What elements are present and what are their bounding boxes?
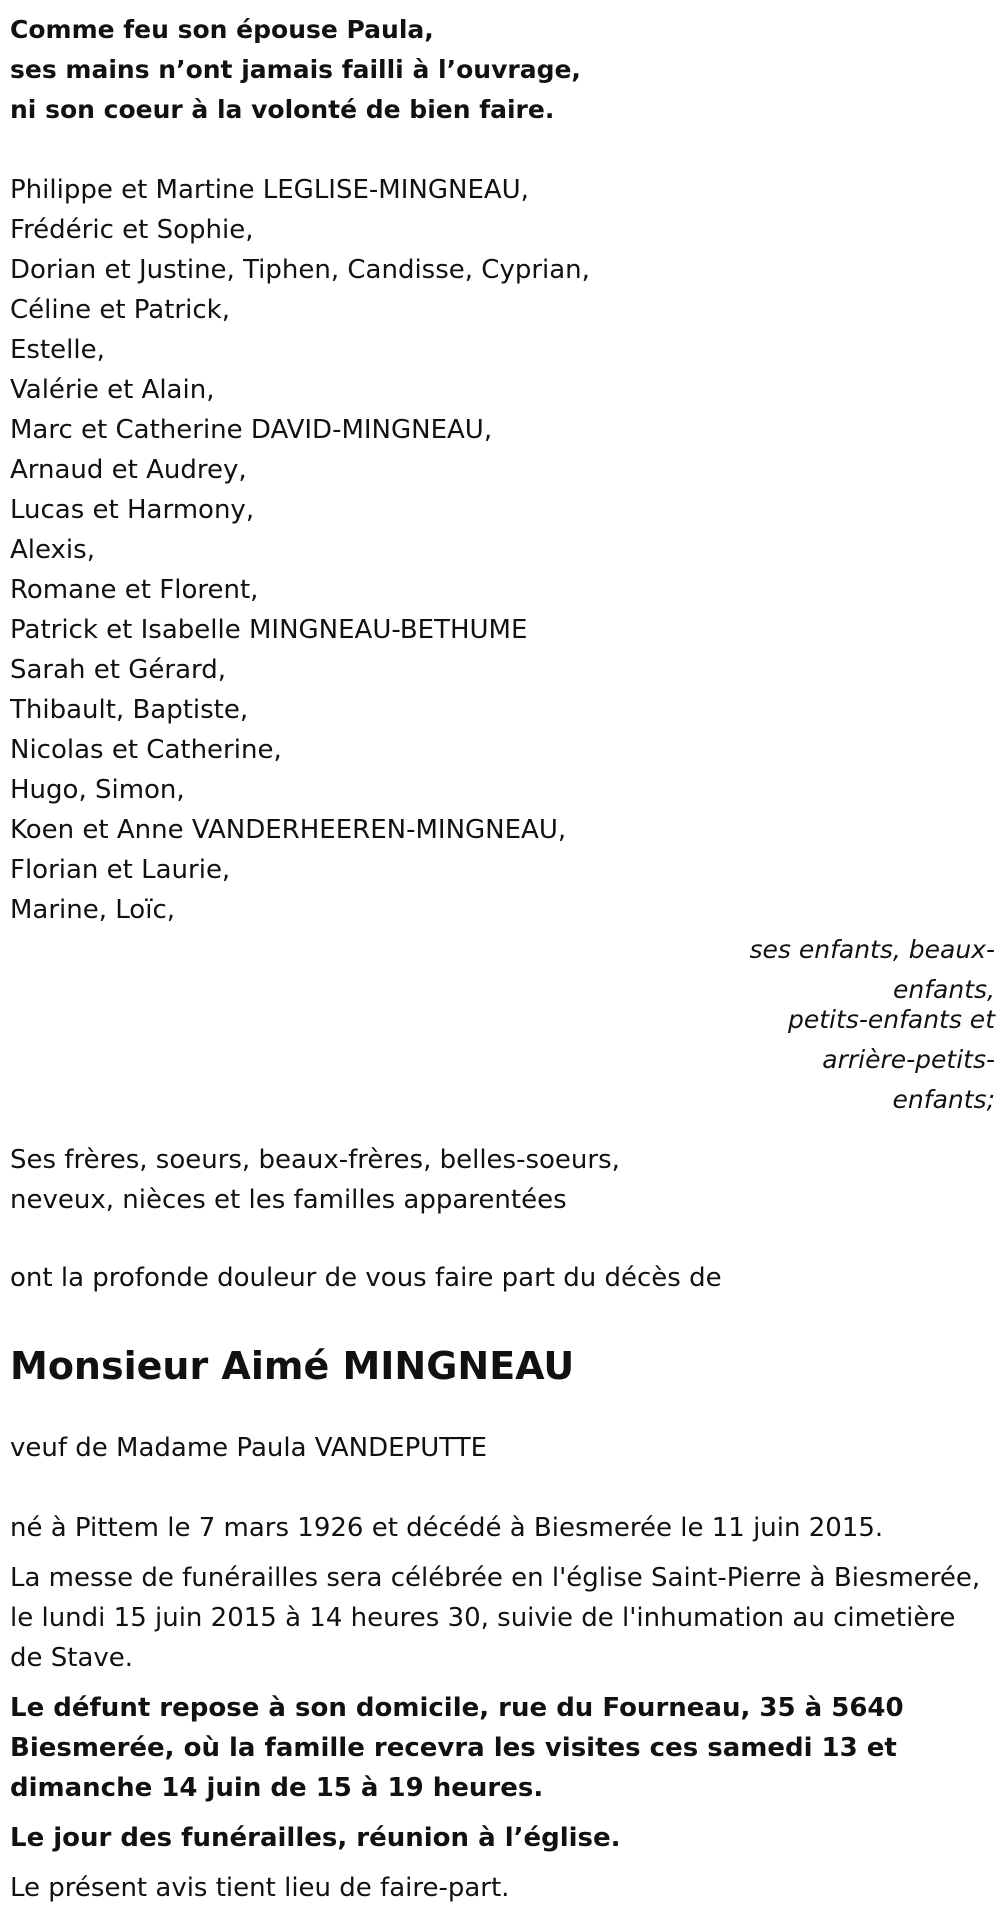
notice-statement: Le présent avis tient lieu de faire-part. [10,1873,510,1903]
family-line: Thibault, Baptiste, [10,695,249,725]
family-line: Dorian et Justine, Tiphen, Candisse, Cyprian, [10,255,590,285]
relationship-grandchildren [735,1000,995,1120]
family-line: Arnaud et Audrey, [10,455,247,485]
family-line: Philippe et Martine LEGLISE-MINGNEAU, [10,175,529,205]
relationship-line: ses enfants, beaux- [749,935,995,964]
birth-death-dates: né à Pittem le 7 mars 1926 et décédé à Biesmerée le 11 juin 2015. [10,1513,884,1543]
extended-family [10,1140,1000,1220]
relationship-line: arrière-petits- [822,1045,995,1074]
family-list [10,170,1000,930]
relationship-caption [10,930,995,1120]
announcement-text: ont la profonde douleur de vous faire part du décès de [10,1263,722,1293]
family-line: Alexis, [10,535,95,565]
deceased-name: Monsieur Aimé MINGNEAU [10,1344,575,1388]
family-line: Patrick et Isabelle MINGNEAU-BETHUME [10,615,528,645]
family-line: Sarah et Gérard, [10,655,227,685]
funeral-details: La messe de funérailles sera célébrée en l'église Saint-Pierre à Biesmerée, le lundi 15 juin 2015 à 14 heures 30, suivie de l'inhumation au cimetière de Stave. [10,1563,981,1673]
family-line: Céline et Patrick, [10,295,230,325]
family-line: Hugo, Simon, [10,775,185,805]
family-line: Marine, Loïc, [10,895,176,925]
widow-statement: veuf de Madame Paula VANDEPUTTE [10,1433,488,1463]
epigraph [10,10,1000,130]
family-line: Florian et Laurie, [10,855,231,885]
epigraph-line: ni son coeur à la volonté de bien faire. [10,95,555,124]
family-line: Valérie et Alain, [10,375,215,405]
relationship-line: enfants, [893,975,995,1004]
obituary-notice [10,0,1000,1908]
epigraph-line: ses mains n’ont jamais failli à l’ouvrage, [10,55,581,84]
extended-family-line: neveux, nièces et les familles apparentées [10,1185,567,1215]
family-line: Romane et Florent, [10,575,259,605]
relationship-line: enfants; [892,1085,995,1114]
relationship-line: petits-enfants et [788,1005,995,1034]
family-line: Frédéric et Sophie, [10,215,254,245]
family-line: Estelle, [10,335,105,365]
family-line: Marc et Catherine DAVID-MINGNEAU, [10,415,493,445]
meeting-details: Le jour des funérailles, réunion à l’église. [10,1823,621,1853]
family-line: Nicolas et Catherine, [10,735,282,765]
family-line: Lucas et Harmony, [10,495,255,525]
visitation-details: Le défunt repose à son domicile, rue du Fourneau, 35 à 5640 Biesmerée, où la famille recevra les visites ces samedi 13 et dimanche 14 juin de 15 à 19 heures. [10,1693,904,1803]
family-line: Koen et Anne VANDERHEEREN-MINGNEAU, [10,815,567,845]
relationship-children [735,930,995,1010]
epigraph-line: Comme feu son épouse Paula, [10,15,434,44]
extended-family-line: Ses frères, soeurs, beaux-frères, belles-soeurs, [10,1145,620,1175]
